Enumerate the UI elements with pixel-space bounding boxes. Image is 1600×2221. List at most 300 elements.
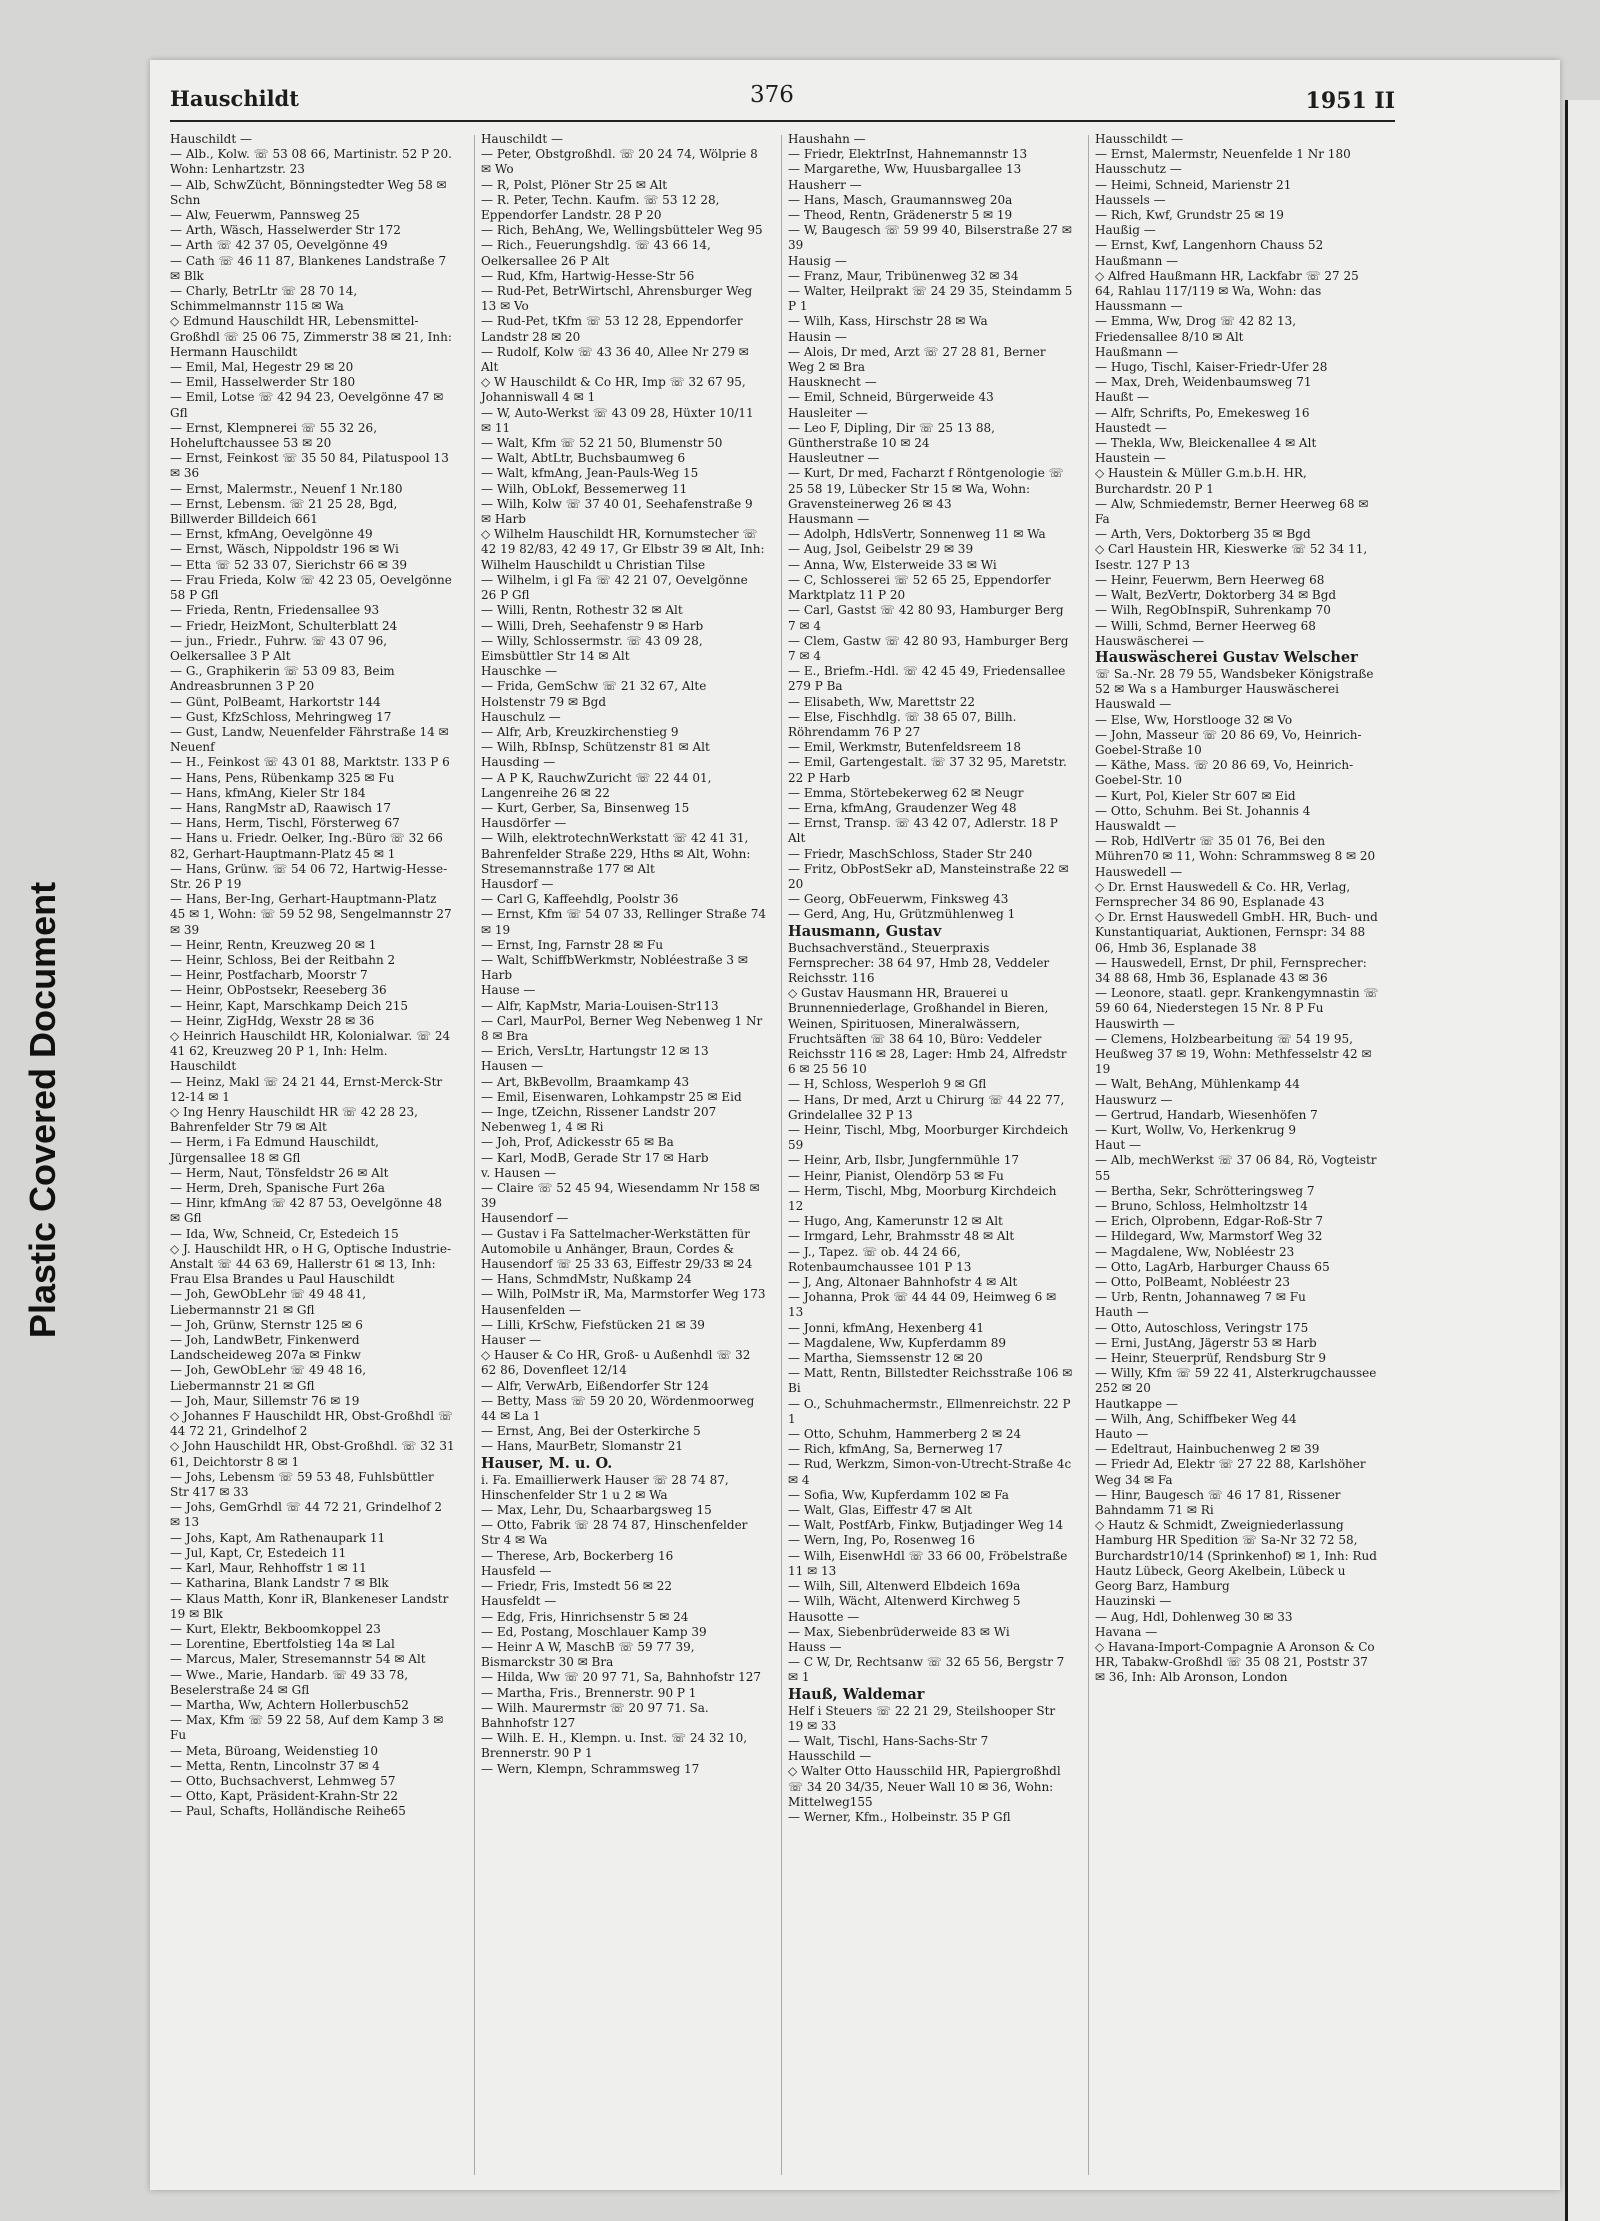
directory-entry: Hausding —: [481, 755, 556, 770]
directory-entry: — Hans, Ber-Ing, Gerhart-Hauptmann-Platz 45 ✉ 1, Wohn: ☏ 59 52 98, Sengelmannstr 27 ✉ 39: [170, 892, 456, 937]
column-divider: [781, 135, 782, 2175]
directory-entry: — Herm, Naut, Tönsfeldstr 26 ✉ Alt: [170, 1165, 389, 1180]
directory-entry: — Margarethe, Ww, Huusbargallee 13: [788, 162, 1022, 177]
directory-entry: — Matt, Rentn, Billstedter Reichsstraße 106 ✉ Bi: [788, 1366, 1077, 1396]
directory-entry: — Wilh, RbInsp, Schützenstr 81 ✉ Alt: [481, 740, 710, 755]
directory-entry: — J, Ang, Altonaer Bahnhofstr 4 ✉ Alt: [788, 1275, 1018, 1290]
directory-entry: — Frau Frieda, Kolw ☏ 42 23 05, Oevelgönne 58 P Gfl: [170, 572, 456, 603]
directory-entry: — Karl, Maur, Rehhoffstr 1 ✉ 11: [170, 1561, 367, 1576]
directory-entry: — Heimi, Schneid, Marienstr 21: [1095, 177, 1292, 192]
directory-entry: — Lorentine, Ebertfolstieg 14a ✉ Lal: [170, 1637, 395, 1652]
directory-entry: — Friedr, MaschSchloss, Stader Str 240: [788, 846, 1033, 861]
directory-entry: — Bertha, Sekr, Schrötteringsweg 7: [1095, 1183, 1315, 1198]
directory-entry: — Otto, Schuhm, Hammerberg 2 ✉ 24: [788, 1427, 1022, 1442]
directory-entry: — Hugo, Ang, Kamerunstr 12 ✉ Alt: [788, 1214, 1003, 1229]
directory-entry: Haußmann —: [1095, 344, 1179, 359]
column-1: [170, 132, 459, 1820]
directory-entry: ◇ Wilhelm Hauschildt HR, Kornumstecher ☏ 42 19 82/83, 42 49 17, Gr Elbstr 39 ✉ Alt, Inh: Wilhelm Hauschildt u Christian Tilse: [481, 527, 769, 572]
directory-entry: — Wwe., Marie, Handarb. ☏ 49 33 78, Beselerstraße 24 ✉ Gfl: [170, 1667, 412, 1697]
directory-entry: ◇ Hauser & Co HR, Groß- u Außenhdl ☏ 32 62 86, Dovenfleet 12/14: [481, 1348, 755, 1378]
directory-entry: — Hans, kfmAng, Kieler Str 184: [170, 785, 366, 800]
directory-entry: — Ernst, Feinkost ☏ 35 50 84, Pilatuspool 13 ✉ 36: [170, 451, 453, 481]
directory-entry: Hausenfelden —: [481, 1302, 582, 1317]
directory-entry: Hausschild —: [788, 1749, 872, 1764]
directory-entry: — Ernst, Kfm ☏ 54 07 33, Rellinger Straße 74 ✉ 19: [481, 907, 770, 937]
directory-entry: — Betty, Mass ☏ 59 20 20, Wördenmoorweg 44 ✉ La 1: [481, 1393, 759, 1424]
directory-entry: — Hildegard, Ww, Marmstorf Weg 32: [1095, 1229, 1323, 1244]
directory-entry: — Erich, Olprobenn, Edgar-Roß-Str 7: [1095, 1214, 1324, 1229]
directory-entry: — Willi, Dreh, Seehafenstr 9 ✉ Harb: [481, 618, 704, 633]
directory-entry: Helf i Steuers ☏ 22 21 29, Steilshooper Str 19 ✉ 33: [788, 1703, 1059, 1733]
directory-entry: — Joh, LandwBetr, Finkenwerd Landscheideweg 207a ✉ Finkw: [170, 1333, 364, 1363]
directory-entry: — Walter, Heilprakt ☏ 24 29 35, Steindamm 5 P 1: [788, 284, 1077, 314]
directory-entry: — Wilhelm, i gl Fa ☏ 42 21 07, Oevelgönne 26 P Gfl: [481, 572, 752, 603]
directory-entry: — Hans u. Friedr. Oelker, Ing.-Büro ☏ 32 66 82, Gerhart-Hauptmann-Platz 45 ✉ 1: [170, 831, 447, 861]
directory-entry: — Jul, Kapt, Cr, Estedeich 11: [170, 1545, 347, 1560]
directory-entry: — Max, Siebenbrüderweide 83 ✉ Wi: [788, 1624, 1010, 1639]
directory-entry: — jun., Friedr., Fuhrw. ☏ 43 07 96, Oelkersallee 3 P Alt: [170, 633, 391, 663]
directory-entry: — Herm, Tischl, Mbg, Moorburg Kirchdeich 12: [788, 1183, 1061, 1214]
directory-entry: — Gust, KfzSchloss, Mehringweg 17: [170, 709, 392, 724]
directory-entry: — Carl, Gastst ☏ 42 80 93, Hamburger Berg 7 ✉ 4: [788, 603, 1068, 633]
directory-entry: — Hans, Masch, Graumannsweg 20a: [788, 192, 1013, 207]
directory-entry: — Joh, GewObLehr ☏ 49 48 41, Liebermannstr 21 ✉ Gfl: [170, 1287, 370, 1317]
directory-entry: — Alb, mechWerkst ☏ 37 06 84, Rö, Vogteistr 55: [1095, 1153, 1381, 1183]
adjacent-page-edge: [1565, 100, 1600, 2221]
directory-entry: Hauschildt —: [170, 132, 252, 146]
directory-entry: — Ernst, Ang, Bei der Osterkirche 5: [481, 1424, 701, 1439]
directory-entry: Haußig —: [1095, 223, 1156, 238]
directory-entry: — H., Feinkost ☏ 43 01 88, Marktstr. 133 P 6: [170, 755, 450, 770]
column-4: [1095, 132, 1383, 1686]
directory-entry: — Wilh, EisenwHdl ☏ 33 66 00, Fröbelstraße 11 ✉ 13: [788, 1548, 1072, 1578]
directory-entry: — Meta, Büroang, Weidenstieg 10: [170, 1743, 379, 1758]
directory-entry: — Joh, Prof, Adickesstr 65 ✉ Ba: [481, 1135, 674, 1150]
directory-entry: Hauswäscherei Gustav Welscher: [1095, 648, 1358, 666]
directory-entry: — Kurt, Elektr, Bekboomkoppel 23: [170, 1621, 381, 1636]
directory-entry: — Wilh, Sill, Altenwerd Elbdeich 169a: [788, 1579, 1021, 1594]
directory-entry: — Kurt, Dr med, Facharzt f Röntgenologie ☏ 25 58 19, Lübecker Str 15 ✉ Wa, Wohn: Gravensteinerweg 26 ✉ 43: [788, 466, 1068, 511]
directory-entry: Hautkappe —: [1095, 1396, 1178, 1411]
directory-entry: — Otto, Kapt, Präsident-Krahn-Str 22: [170, 1789, 398, 1804]
directory-entry: — H, Schloss, Wesperloh 9 ✉ Gfl: [788, 1077, 987, 1092]
directory-entry: ◇ Dr. Ernst Hauswedell GmbH. HR, Buch- und Kunstantiquariat, Auktionen, Fernspr: 34 88 06, Hmb 36, Esplanade 38: [1095, 910, 1382, 955]
directory-entry: — R, Polst, Plöner Str 25 ✉ Alt: [481, 177, 668, 192]
directory-entry: — John, Masseur ☏ 20 86 69, Vo, Heinrich-Goebel-Straße 10: [1095, 727, 1362, 757]
directory-entry: — Ernst, Klempnerei ☏ 55 32 26, Hoheluftchaussee 53 ✉ 20: [170, 420, 381, 451]
directory-entry: — Friedr Ad, Elektr ☏ 27 22 88, Karlshöher Weg 34 ✉ Fa: [1095, 1457, 1370, 1487]
directory-entry: Hauser —: [481, 1333, 542, 1348]
directory-entry: — Metta, Rentn, Lincolnstr 37 ✉ 4: [170, 1758, 380, 1773]
directory-entry: — R. Peter, Techn. Kaufm. ☏ 53 12 28, Eppendorfer Landstr. 28 P 20: [481, 192, 724, 223]
directory-entry: — Magdalene, Ww, Kupferdamm 89: [788, 1335, 1007, 1350]
directory-entry: — Gertrud, Handarb, Wiesenhöfen 7: [1095, 1107, 1318, 1122]
directory-entry: ◇ John Hauschildt HR, Obst-Großhdl. ☏ 32 31 61, Deichtorstr 8 ✉ 1: [170, 1439, 459, 1469]
directory-entry: — Otto, Schuhm. Bei St. Johannis 4: [1095, 803, 1311, 818]
directory-entry: Hausendorf —: [481, 1211, 569, 1226]
directory-entry: — Willi, Schmd, Berner Heerweg 68: [1095, 618, 1316, 633]
directory-entry: — Rich, BehAng, We, Wellingsbütteler Weg 95: [481, 223, 763, 238]
directory-entry: — Heinz, Makl ☏ 24 21 44, Ernst-Merck-Str 12-14 ✉ 1: [170, 1074, 446, 1104]
directory-entry: ◇ Edmund Hauschildt HR, Lebensmittel-Großhdl ☏ 25 06 75, Zimmerstr 38 ✉ 21, Inh: Hermann Hauschildt: [170, 314, 456, 359]
directory-entry: — Walt, Tischl, Hans-Sachs-Str 7: [788, 1733, 989, 1748]
side-label: Plastic Covered Document: [22, 881, 63, 1339]
directory-entry: Haussmann —: [1095, 299, 1183, 314]
directory-entry: — Alw, Feuerwm, Pannsweg 25: [170, 208, 360, 223]
directory-entry: Hauto —: [1095, 1427, 1149, 1442]
directory-entry: — Friedr, ElektrInst, Hahnemannstr 13: [788, 147, 1028, 162]
directory-entry: — Emil, Werkmstr, Butenfeldsreem 18: [788, 740, 1021, 755]
directory-entry: — Wilh, elektrotechnWerkstatt ☏ 42 41 31, Bahrenfelder Straße 229, Hths ✉ Alt, Wohn: Stresemannstraße 177 ✉ Alt: [481, 831, 755, 876]
directory-entry: — Heinr, Kapt, Marschkamp Deich 215: [170, 998, 409, 1013]
directory-entry: — Otto, PolBeamt, Nobléestr 23: [1095, 1275, 1290, 1290]
directory-entry: — Emil, Hasselwerder Str 180: [170, 375, 356, 390]
directory-entry: — Hans, Dr med, Arzt u Chirurg ☏ 44 22 77, Grindelallee 32 P 13: [788, 1092, 1069, 1122]
directory-entry: — Hans, Pens, Rübenkamp 325 ✉ Fu: [170, 770, 395, 785]
directory-entry: — Hans, RangMstr aD, Raawisch 17: [170, 800, 392, 815]
directory-entry: — Martha, Fris., Brennerstr. 90 P 1: [481, 1685, 697, 1700]
directory-entry: ◇ W Hauschildt & Co HR, Imp ☏ 32 67 95, Johanniswall 4 ✉ 1: [481, 375, 750, 405]
directory-entry: — Heinr, Arb, Ilsbr, Jungfernmühle 17: [788, 1153, 1019, 1168]
directory-entry: — Bruno, Schloss, Helmholtzstr 14: [1095, 1199, 1308, 1214]
directory-entry: — Heinr, ZigHdg, Wexstr 28 ✉ 36: [170, 1013, 375, 1028]
directory-entry: — Wilh. E. H., Klempn. u. Inst. ☏ 24 32 10, Brennerstr. 90 P 1: [481, 1731, 751, 1761]
directory-entry: — Carl, MaurPol, Berner Weg Nebenweg 1 Nr 8 ✉ Bra: [481, 1013, 767, 1043]
directory-entry: — Frieda, Rentn, Friedensallee 93: [170, 603, 380, 618]
directory-entry: — Katharina, Blank Landstr 7 ✉ Blk: [170, 1576, 389, 1591]
directory-entry: Hauzinski —: [1095, 1594, 1172, 1609]
directory-entry: Hauswaldt —: [1095, 818, 1177, 833]
directory-entry: — Ernst, Malermstr, Neuenfelde 1 Nr 180: [1095, 147, 1351, 162]
directory-entry: Haustedt —: [1095, 420, 1167, 435]
directory-entry: — Erna, kfmAng, Graudenzer Weg 48: [788, 800, 1017, 815]
directory-entry: — Aug, Jsol, Geibelstr 29 ✉ 39: [788, 542, 974, 557]
directory-entry: — Wilh, Kass, Hirschstr 28 ✉ Wa: [788, 314, 988, 329]
directory-entry: — Werner, Kfm., Holbeinstr. 35 P Gfl: [788, 1809, 1011, 1824]
directory-entry: — Hans, SchmdMstr, Nußkamp 24: [481, 1272, 692, 1287]
directory-entry: — Hinr, Baugesch ☏ 46 17 81, Rissener Bahndamm 71 ✉ Ri: [1095, 1487, 1345, 1518]
directory-entry: — Rud, Kfm, Hartwig-Hesse-Str 56: [481, 268, 695, 283]
directory-entry: Hause —: [481, 983, 536, 998]
directory-entry: Hausotte —: [788, 1609, 860, 1624]
directory-entry: — Rud, Werkzm, Simon-von-Utrecht-Straße 4c ✉ 4: [788, 1457, 1076, 1487]
directory-entry: Haut —: [1095, 1138, 1141, 1153]
directory-entry: Haußmann —: [1095, 253, 1179, 268]
directory-entry: — Therese, Arb, Bockerberg 16: [481, 1548, 674, 1563]
directory-entry: — Sofia, Ww, Kupferdamm 102 ✉ Fa: [788, 1487, 1009, 1502]
directory-entry: — Gerd, Ang, Hu, Grützmühlenweg 1: [788, 907, 1016, 922]
directory-entry: Hausschildt —: [1095, 132, 1184, 146]
directory-entry: — Emil, Lotse ☏ 42 94 23, Oevelgönne 47 ✉ Gfl: [170, 390, 448, 420]
directory-entry: Hausen —: [481, 1059, 544, 1074]
directory-entry: — Walt, Kfm ☏ 52 21 50, Blumenstr 50: [481, 436, 723, 451]
directory-entry: Hausig —: [788, 253, 847, 268]
directory-entry: — Elisabeth, Ww, Marettstr 22: [788, 694, 976, 709]
directory-entry: — Erich, VersLtr, Hartungstr 12 ✉ 13: [481, 1044, 709, 1059]
directory-entry: — Alb., Kolw. ☏ 53 08 66, Martinistr. 52 P 20. Wohn: Lenhartzstr. 23: [170, 147, 456, 177]
directory-entry: Hausdorf —: [481, 876, 554, 891]
directory-entry: — Ernst, Malermstr., Neuenf 1 Nr.180: [170, 481, 403, 496]
directory-entry: — Gustav i Fa Sattelmacher-Werkstätten für Automobile u Anhänger, Braun, Cordes & Hausendorf ☏ 25 33 63, Eiffestr 29/33 ✉ 24: [481, 1226, 754, 1272]
directory-entry: — Hans, Herm, Tischl, Försterweg 67: [170, 816, 400, 831]
directory-entry: — Ernst, Lebensm. ☏ 21 25 28, Bgd, Billwerder Billdeich 661: [170, 496, 402, 527]
directory-entry: — Willy, Schlossermstr. ☏ 43 09 28, Eimsbüttler Str 14 ✉ Alt: [481, 633, 707, 663]
column-divider: [1088, 135, 1089, 2175]
directory-entry: ◇ Gustav Hausmann HR, Brauerei u Brunnenniederlage, Großhandel in Bieren, Weinen, Spirituosen, Mineralwässern, Fruchtsäften ☏ 38 64 10, Büro: Veddeler Reichsstr 116 ✉ 28, Lager: Hmb 24, Alfredstr 6 ✉ 25 56 10: [788, 986, 1071, 1077]
directory-entry: Hausleiter —: [788, 405, 868, 420]
directory-entry: Hauß, Waldemar: [788, 1685, 925, 1703]
directory-entry: — Wern, Ing, Po, Rosenweg 16: [788, 1533, 975, 1548]
directory-entry: — Hauswedell, Ernst, Dr phil, Fernsprecher: 34 88 68, Hmb 36, Esplanade 43 ✉ 36: [1095, 955, 1371, 985]
directory-entry: Hauschulz —: [481, 709, 561, 724]
directory-entry: — Alw, Schmiedemstr, Berner Heerweg 68 ✉ Fa: [1095, 496, 1373, 527]
directory-entry: — Theod, Rentn, Grädenerstr 5 ✉ 19: [788, 208, 1013, 223]
directory-entry: — Johs, Kapt, Am Rathenaupark 11: [170, 1530, 386, 1545]
directory-entry: — Ernst, Transp. ☏ 43 42 07, Adlerstr. 18 P Alt: [788, 816, 1062, 846]
directory-entry: — Günt, PolBeamt, Harkortstr 144: [170, 694, 381, 709]
directory-entry: — Rich, kfmAng, Sa, Bernerweg 17: [788, 1442, 1003, 1457]
directory-entry: Hausschutz —: [1095, 162, 1182, 177]
directory-entry: — Magdalene, Ww, Nobléestr 23: [1095, 1244, 1295, 1259]
directory-entry: Hauswedell —: [1095, 864, 1183, 879]
column-3: [788, 132, 1077, 1825]
directory-entry: — Charly, BetrLtr ☏ 28 70 14, Schimmelmannstr 115 ✉ Wa: [170, 284, 361, 314]
page-header: [170, 80, 1395, 122]
directory-entry: — Johs, GemGrhdl ☏ 44 72 21, Grindelhof 2 ✉ 13: [170, 1500, 446, 1530]
directory-entry: — E., Briefm.-Hdl. ☏ 42 45 49, Friedensallee 279 P Ba: [788, 664, 1070, 694]
directory-entry: — Cath ☏ 46 11 87, Blankenes Landstraße 7 ✉ Blk: [170, 253, 450, 283]
directory-entry: — Wilh, Wächt, Altenwerd Kirchweg 5: [788, 1594, 1021, 1609]
directory-entry: — Wilh, RegObInspiR, Suhrenkamp 70: [1095, 603, 1331, 618]
directory-entry: Hausknecht —: [788, 375, 877, 390]
directory-entry: — Ernst, kfmAng, Oevelgönne 49: [170, 527, 373, 542]
directory-entry: Haussels —: [1095, 192, 1166, 207]
directory-entry: — Otto, Autoschloss, Veringstr 175: [1095, 1320, 1309, 1335]
directory-entry: — Ernst, Ing, Farnstr 28 ✉ Fu: [481, 937, 664, 952]
directory-entry: Hauswirth —: [1095, 1016, 1175, 1031]
directory-entry: — Heinr, Feuerwm, Bern Heerweg 68: [1095, 572, 1325, 587]
directory-entry: — Wilh, ObLokf, Bessemerweg 11: [481, 481, 688, 496]
directory-page: [150, 60, 1560, 2190]
directory-entry: — Otto, Fabrik ☏ 28 74 87, Hinschenfelder Str 4 ✉ Wa: [481, 1518, 752, 1548]
directory-entry: Hausfeldt —: [481, 1594, 557, 1609]
directory-entry: — Max, Lehr, Du, Schaarbargsweg 15: [481, 1503, 712, 1518]
directory-entry: — Max, Kfm ☏ 59 22 58, Auf dem Kamp 3 ✉ Fu: [170, 1713, 448, 1743]
directory-entry: Hausmann, Gustav: [788, 922, 942, 940]
directory-entry: Hausleutner —: [788, 451, 880, 466]
directory-entry: — Ernst, Wäsch, Nippoldstr 196 ✉ Wi: [170, 542, 399, 557]
directory-entry: — Rud-Pet, BetrWirtschl, Ahrensburger Weg 13 ✉ Vo: [481, 284, 757, 314]
directory-entry: — Urb, Rentn, Johannaweg 7 ✉ Fu: [1095, 1290, 1306, 1305]
directory-entry: — Georg, ObFeuerwm, Finksweg 43: [788, 892, 1009, 907]
directory-entry: — Martha, Ww, Achtern Hollerbusch52: [170, 1697, 409, 1712]
directory-entry: ◇ Hautz & Schmidt, Zweigniederlassung Hamburg HR Spedition ☏ Sa-Nr 32 72 58, Burchardstr10/14 (Sprinkenhof) ✉ 1, Inh: Rud Hautz Lübeck, Georg Akelbein, Lübeck u Georg Barz, Hamburg: [1095, 1518, 1381, 1594]
directory-entry: — Joh, Grünw, Sternstr 125 ✉ 6: [170, 1317, 363, 1332]
directory-entry: — Heinr, Steuerprüf, Rendsburg Str 9: [1095, 1351, 1327, 1366]
directory-entry: — Otto, LagArb, Harburger Chauss 65: [1095, 1259, 1330, 1274]
directory-entry: — Leo F, Dipling, Dir ☏ 25 13 88, Güntherstraße 10 ✉ 24: [788, 420, 999, 451]
directory-entry: — Anna, Ww, Elsterweide 33 ✉ Wi: [788, 557, 997, 572]
directory-entry: — Else, Ww, Horstlooge 32 ✉ Vo: [1095, 712, 1293, 727]
directory-entry: — Rud-Pet, tKfm ☏ 53 12 28, Eppendorfer Landstr 28 ✉ 20: [481, 314, 747, 344]
header-running-name: Hauschildt: [170, 86, 299, 111]
directory-entry: — Ed, Postang, Moschlauer Kamp 39: [481, 1624, 707, 1639]
directory-entry: — Alfr, Arb, Kreuzkirchenstieg 9: [481, 724, 679, 739]
directory-entry: ◇ Dr. Ernst Hauswedell & Co. HR, Verlag, Fernsprecher 34 86 90, Esplanade 43: [1095, 879, 1355, 909]
directory-entry: — Johanna, Prok ☏ 44 44 09, Heimweg 6 ✉ 13: [788, 1290, 1060, 1320]
directory-entry: — Walt, kfmAng, Jean-Pauls-Weg 15: [481, 466, 699, 481]
directory-entry: — Emma, Ww, Drog ☏ 42 82 13, Friedensallee 8/10 ✉ Alt: [1095, 314, 1300, 344]
directory-entry: — Walt, BehAng, Mühlenkamp 44: [1095, 1077, 1300, 1092]
directory-entry: — Heinr, Postfacharb, Moorstr 7: [170, 968, 368, 983]
directory-entry: Hauser, M. u. O.: [481, 1454, 613, 1472]
directory-entry: — Claire ☏ 52 45 94, Wiesendamm Nr 158 ✉ 39: [481, 1181, 764, 1211]
directory-entry: — Jonni, kfmAng, Hexenberg 41: [788, 1320, 985, 1335]
directory-entry: ◇ J. Hauschildt HR, o H G, Optische Industrie-Anstalt ☏ 44 63 69, Hallerstr 61 ✉ 13, Inh: Frau Elsa Brandes u Paul Hauschildt: [170, 1241, 452, 1287]
directory-entry: ◇ Haustein & Müller G.m.b.H. HR, Burchardstr. 20 P 1: [1095, 466, 1311, 496]
directory-entry: Hauschke —: [481, 664, 558, 679]
directory-entry: — Ida, Ww, Schneid, Cr, Estedeich 15: [170, 1226, 399, 1241]
directory-entry: — Alfr, Schrifts, Po, Emekesweg 16: [1095, 405, 1310, 420]
directory-entry: — Emil, Mal, Hegestr 29 ✉ 20: [170, 360, 354, 375]
directory-entry: — Karl, ModB, Gerade Str 17 ✉ Harb: [481, 1150, 709, 1165]
directory-entry: — Erni, JustAng, Jägerstr 53 ✉ Harb: [1095, 1335, 1317, 1350]
directory-entry: — Lilli, KrSchw, Fiefstücken 21 ✉ 39: [481, 1317, 705, 1332]
directory-entry: Hauth —: [1095, 1305, 1149, 1320]
directory-entry: Havana —: [1095, 1624, 1158, 1639]
directory-entry: — Alfr, KapMstr, Maria-Louisen-Str113: [481, 998, 719, 1013]
directory-entry: Buchsachverständ., Steuerpraxis Fernsprecher: 38 64 97, Hmb 28, Veddeler Reichsstr. 116: [788, 940, 1053, 985]
directory-entry: — Etta ☏ 52 33 07, Sierichstr 66 ✉ 39: [170, 557, 408, 572]
directory-entry: Hausfeld —: [481, 1563, 552, 1578]
directory-entry: — Rich, Kwf, Grundstr 25 ✉ 19: [1095, 208, 1284, 223]
directory-entry: — Fritz, ObPostSekr aD, Mansteinstraße 22 ✉ 20: [788, 861, 1073, 891]
directory-entry: — Walt, AbtLtr, Buchsbaumweg 6: [481, 451, 686, 466]
directory-entry: — Walt, PostfArb, Finkw, Butjadinger Weg 14: [788, 1518, 1064, 1533]
directory-entry: — Rich., Feuerungshdlg. ☏ 43 66 14, Oelkersallee 26 P Alt: [481, 238, 715, 268]
directory-entry: — Emil, Gartengestalt. ☏ 37 32 95, Maretstr. 22 P Harb: [788, 755, 1071, 785]
directory-entry: — Clem, Gastw ☏ 42 80 93, Hamburger Berg 7 ✉ 4: [788, 633, 1073, 663]
directory-entry: ◇ Carl Haustein HR, Kieswerke ☏ 52 34 11, Isestr. 127 P 13: [1095, 542, 1371, 572]
directory-entry: — Joh, GewObLehr ☏ 49 48 16, Liebermannstr 21 ✉ Gfl: [170, 1363, 370, 1393]
directory-entry: Haushahn —: [788, 132, 866, 146]
directory-entry: — Walt, BezVertr, Doktorberg 34 ✉ Bgd: [1095, 588, 1337, 603]
directory-entry: — G., Graphikerin ☏ 53 09 83, Beim Andreasbrunnen 3 P 20: [170, 664, 399, 694]
column-divider: [474, 135, 475, 2175]
directory-entry: — Clemens, Holzbearbeitung ☏ 54 19 95, Heußweg 37 ✉ 19, Wohn: Methfesselstr 42 ✉ 19: [1095, 1031, 1376, 1077]
directory-entry: ☏ Sa.-Nr. 28 79 55, Wandsbeker Königstraße 52 ✉ Wa s a Hamburger Hauswäscherei: [1095, 666, 1378, 697]
directory-entry: — Paul, Schafts, Holländische Reihe65: [170, 1804, 406, 1819]
directory-entry: — Max, Dreh, Weidenbaumsweg 71: [1095, 375, 1312, 390]
directory-entry: — Joh, Maur, Sillemstr 76 ✉ 19: [170, 1393, 360, 1408]
directory-entry: Hausdörfer —: [481, 816, 567, 831]
directory-entry: — Adolph, HdlsVertr, Sonnenweg 11 ✉ Wa: [788, 527, 1046, 542]
directory-entry: — Rudolf, Kolw ☏ 43 36 40, Allee Nr 279 ✉ Alt: [481, 344, 753, 375]
directory-entry: — Irmgard, Lehr, Brahmsstr 48 ✉ Alt: [788, 1229, 1015, 1244]
directory-entry: — Rob, HdlVertr ☏ 35 01 76, Bei den Mühren70 ✉ 11, Wohn: Schrammsweg 8 ✉ 20: [1095, 834, 1376, 864]
directory-entry: — Friedr, Fris, Imstedt 56 ✉ 22: [481, 1579, 672, 1594]
directory-entry: — Alfr, VerwArb, Eißendorfer Str 124: [481, 1378, 709, 1393]
directory-entry: — O., Schuhmachermstr., Ellmenreichstr. 22 P 1: [788, 1396, 1075, 1426]
directory-entry: — J., Tapez. ☏ ob. 44 24 66, Rotenbaumchaussee 101 P 13: [788, 1244, 972, 1274]
directory-entry: — Otto, Buchsachverst, Lehmweg 57: [170, 1773, 396, 1788]
directory-entry: — Walt, Glas, Eiffestr 47 ✉ Alt: [788, 1503, 972, 1518]
directory-entry: — C W, Dr, Rechtsanw ☏ 32 65 56, Bergstr 7 ✉ 1: [788, 1655, 1069, 1685]
directory-entry: — Emil, Schneid, Bürgerweide 43: [788, 390, 994, 405]
directory-entry: — Heinr, Tischl, Mbg, Moorburger Kirchdeich 59: [788, 1123, 1073, 1153]
directory-entry: — Thekla, Ww, Bleickenallee 4 ✉ Alt: [1095, 436, 1317, 451]
directory-entry: Haustein —: [1095, 451, 1166, 466]
directory-entry: — Franz, Maur, Tribünenweg 32 ✉ 34: [788, 268, 1019, 283]
directory-entry: — Wilh, Ang, Schiffbeker Weg 44: [1095, 1411, 1297, 1426]
directory-entry: — Kurt, Gerber, Sa, Binsenweg 15: [481, 800, 690, 815]
column-2: [481, 132, 770, 1777]
directory-entry: — Herm, i Fa Edmund Hauschildt, Jürgensallee 18 ✉ Gfl: [170, 1135, 383, 1165]
directory-entry: — Alois, Dr med, Arzt ☏ 27 28 81, Berner Weg 2 ✉ Bra: [788, 344, 1050, 375]
directory-entry: Hauschildt —: [481, 132, 563, 146]
directory-entry: — W, Auto-Werkst ☏ 43 09 28, Hüxter 10/11 ✉ 11: [481, 405, 758, 435]
directory-entry: i. Fa. Emaillierwerk Hauser ☏ 28 74 87, Hinschenfelder Str 1 u 2 ✉ Wa: [481, 1472, 733, 1502]
page-number: 376: [750, 82, 794, 108]
directory-entry: — Alb, SchwZücht, Bönningstedter Weg 58 ✉ Schn: [170, 177, 451, 207]
directory-entry: — Hans, Grünw. ☏ 54 06 72, Hartwig-Hesse-Str. 26 P 19: [170, 861, 448, 891]
directory-entry: — Heinr, ObPostsekr, Reeseberg 36: [170, 983, 387, 998]
directory-entry: — Wilh, Kolw ☏ 37 40 01, Seehafenstraße 9 ✉ Harb: [481, 496, 757, 527]
directory-entry: — Edg, Fris, Hinrichsenstr 5 ✉ 24: [481, 1609, 689, 1624]
directory-entry: — Hinr, kfmAng ☏ 42 87 53, Oevelgönne 48 ✉ Gfl: [170, 1196, 446, 1226]
directory-entry: — Wern, Klempn, Schrammsweg 17: [481, 1761, 700, 1776]
directory-entry: Haußt —: [1095, 390, 1149, 405]
directory-entry: Hausherr —: [788, 177, 862, 192]
directory-entry: — Hilda, Ww ☏ 20 97 71, Sa, Bahnhofstr 127: [481, 1670, 761, 1685]
directory-entry: ◇ Havana-Import-Compagnie A Aronson & Co HR, Tabakw-Großhdl ☏ 35 08 21, Poststr 37 ✉ 36, Inh: Alb Aronson, London: [1095, 1639, 1379, 1685]
directory-entry: — Carl G, Kaffeehdlg, Poolstr 36: [481, 892, 679, 907]
directory-entry: Hauswurz —: [1095, 1092, 1173, 1107]
directory-entry: — Aug, Hdl, Dohlenweg 30 ✉ 33: [1095, 1609, 1293, 1624]
directory-entry: ◇ Alfred Haußmann HR, Lackfabr ☏ 27 25 64, Rahlau 117/119 ✉ Wa, Wohn: das: [1095, 268, 1363, 299]
directory-entry: — Heinr A W, MaschB ☏ 59 77 39, Bismarckstr 30 ✉ Bra: [481, 1639, 699, 1670]
directory-entry: — Walt, SchiffbWerkmstr, Nobléestraße 3 ✉ Harb: [481, 952, 752, 983]
directory-entry: ◇ Johannes F Hauschildt HR, Obst-Großhdl ☏ 44 72 21, Grindelhof 2: [170, 1409, 457, 1439]
directory-entry: — Arth, Vers, Doktorberg 35 ✉ Bgd: [1095, 527, 1311, 542]
directory-entry: — Martha, Siemssenstr 12 ✉ 20: [788, 1351, 983, 1366]
directory-entry: — Arth ☏ 42 37 05, Oevelgönne 49: [170, 238, 388, 253]
directory-entry: — A P K, RauchwZuricht ☏ 22 44 01, Langenreihe 26 ✉ 22: [481, 770, 716, 800]
directory-entry: Hauswald —: [1095, 697, 1172, 712]
directory-entry: — Edeltraut, Hainbuchenweg 2 ✉ 39: [1095, 1442, 1320, 1457]
directory-entry: — Klaus Matth, Konr iR, Blankeneser Landstr 19 ✉ Blk: [170, 1591, 453, 1621]
directory-entry: — Herm, Dreh, Spanische Furt 26a: [170, 1181, 385, 1196]
directory-entry: — Emil, Eisenwaren, Lohkampstr 25 ✉ Eid: [481, 1089, 742, 1104]
directory-entry: — Johs, Lebensm ☏ 59 53 48, Fuhlsbüttler Str 417 ✉ 33: [170, 1469, 438, 1500]
directory-entry: — Heinr, Schloss, Bei der Reitbahn 2: [170, 952, 396, 967]
directory-entry: — Willy, Kfm ☏ 59 22 41, Alsterkrugchaussee 252 ✉ 20: [1095, 1366, 1381, 1396]
directory-entry: — Wilh, PolMstr iR, Ma, Marmstorfer Weg 173: [481, 1287, 766, 1302]
directory-entry: — C, Schlosserei ☏ 52 65 25, Eppendorfer Marktplatz 11 P 20: [788, 572, 1055, 603]
directory-entry: Hausmann —: [788, 512, 870, 527]
directory-entry: — Friedr, HeizMont, Schulterblatt 24: [170, 618, 398, 633]
directory-entry: — Else, Fischhdlg. ☏ 38 65 07, Billh. Röhrendamm 76 P 27: [788, 709, 1021, 739]
directory-entry: — Arth, Wäsch, Hasselwerder Str 172: [170, 223, 401, 238]
directory-entry: — Inge, tZeichn, Rissener Landstr 207 Nebenweg 1, 4 ✉ Ri: [481, 1105, 721, 1135]
directory-entry: Hauswäscherei —: [1095, 633, 1205, 648]
directory-entry: — Marcus, Maler, Stresemannstr 54 ✉ Alt: [170, 1652, 426, 1667]
directory-entry: — Peter, Obstgroßhdl. ☏ 20 24 74, Wölprie 8 ✉ Wo: [481, 147, 762, 177]
directory-entry: v. Hausen —: [481, 1165, 557, 1180]
directory-entry: Hauss —: [788, 1639, 842, 1654]
directory-entry: — Heinr, Pianist, Olendörp 53 ✉ Fu: [788, 1168, 1004, 1183]
directory-entry: ◇ Ing Henry Hauschildt HR ☏ 42 28 23, Bahrenfelder Str 79 ✉ Alt: [170, 1105, 422, 1135]
